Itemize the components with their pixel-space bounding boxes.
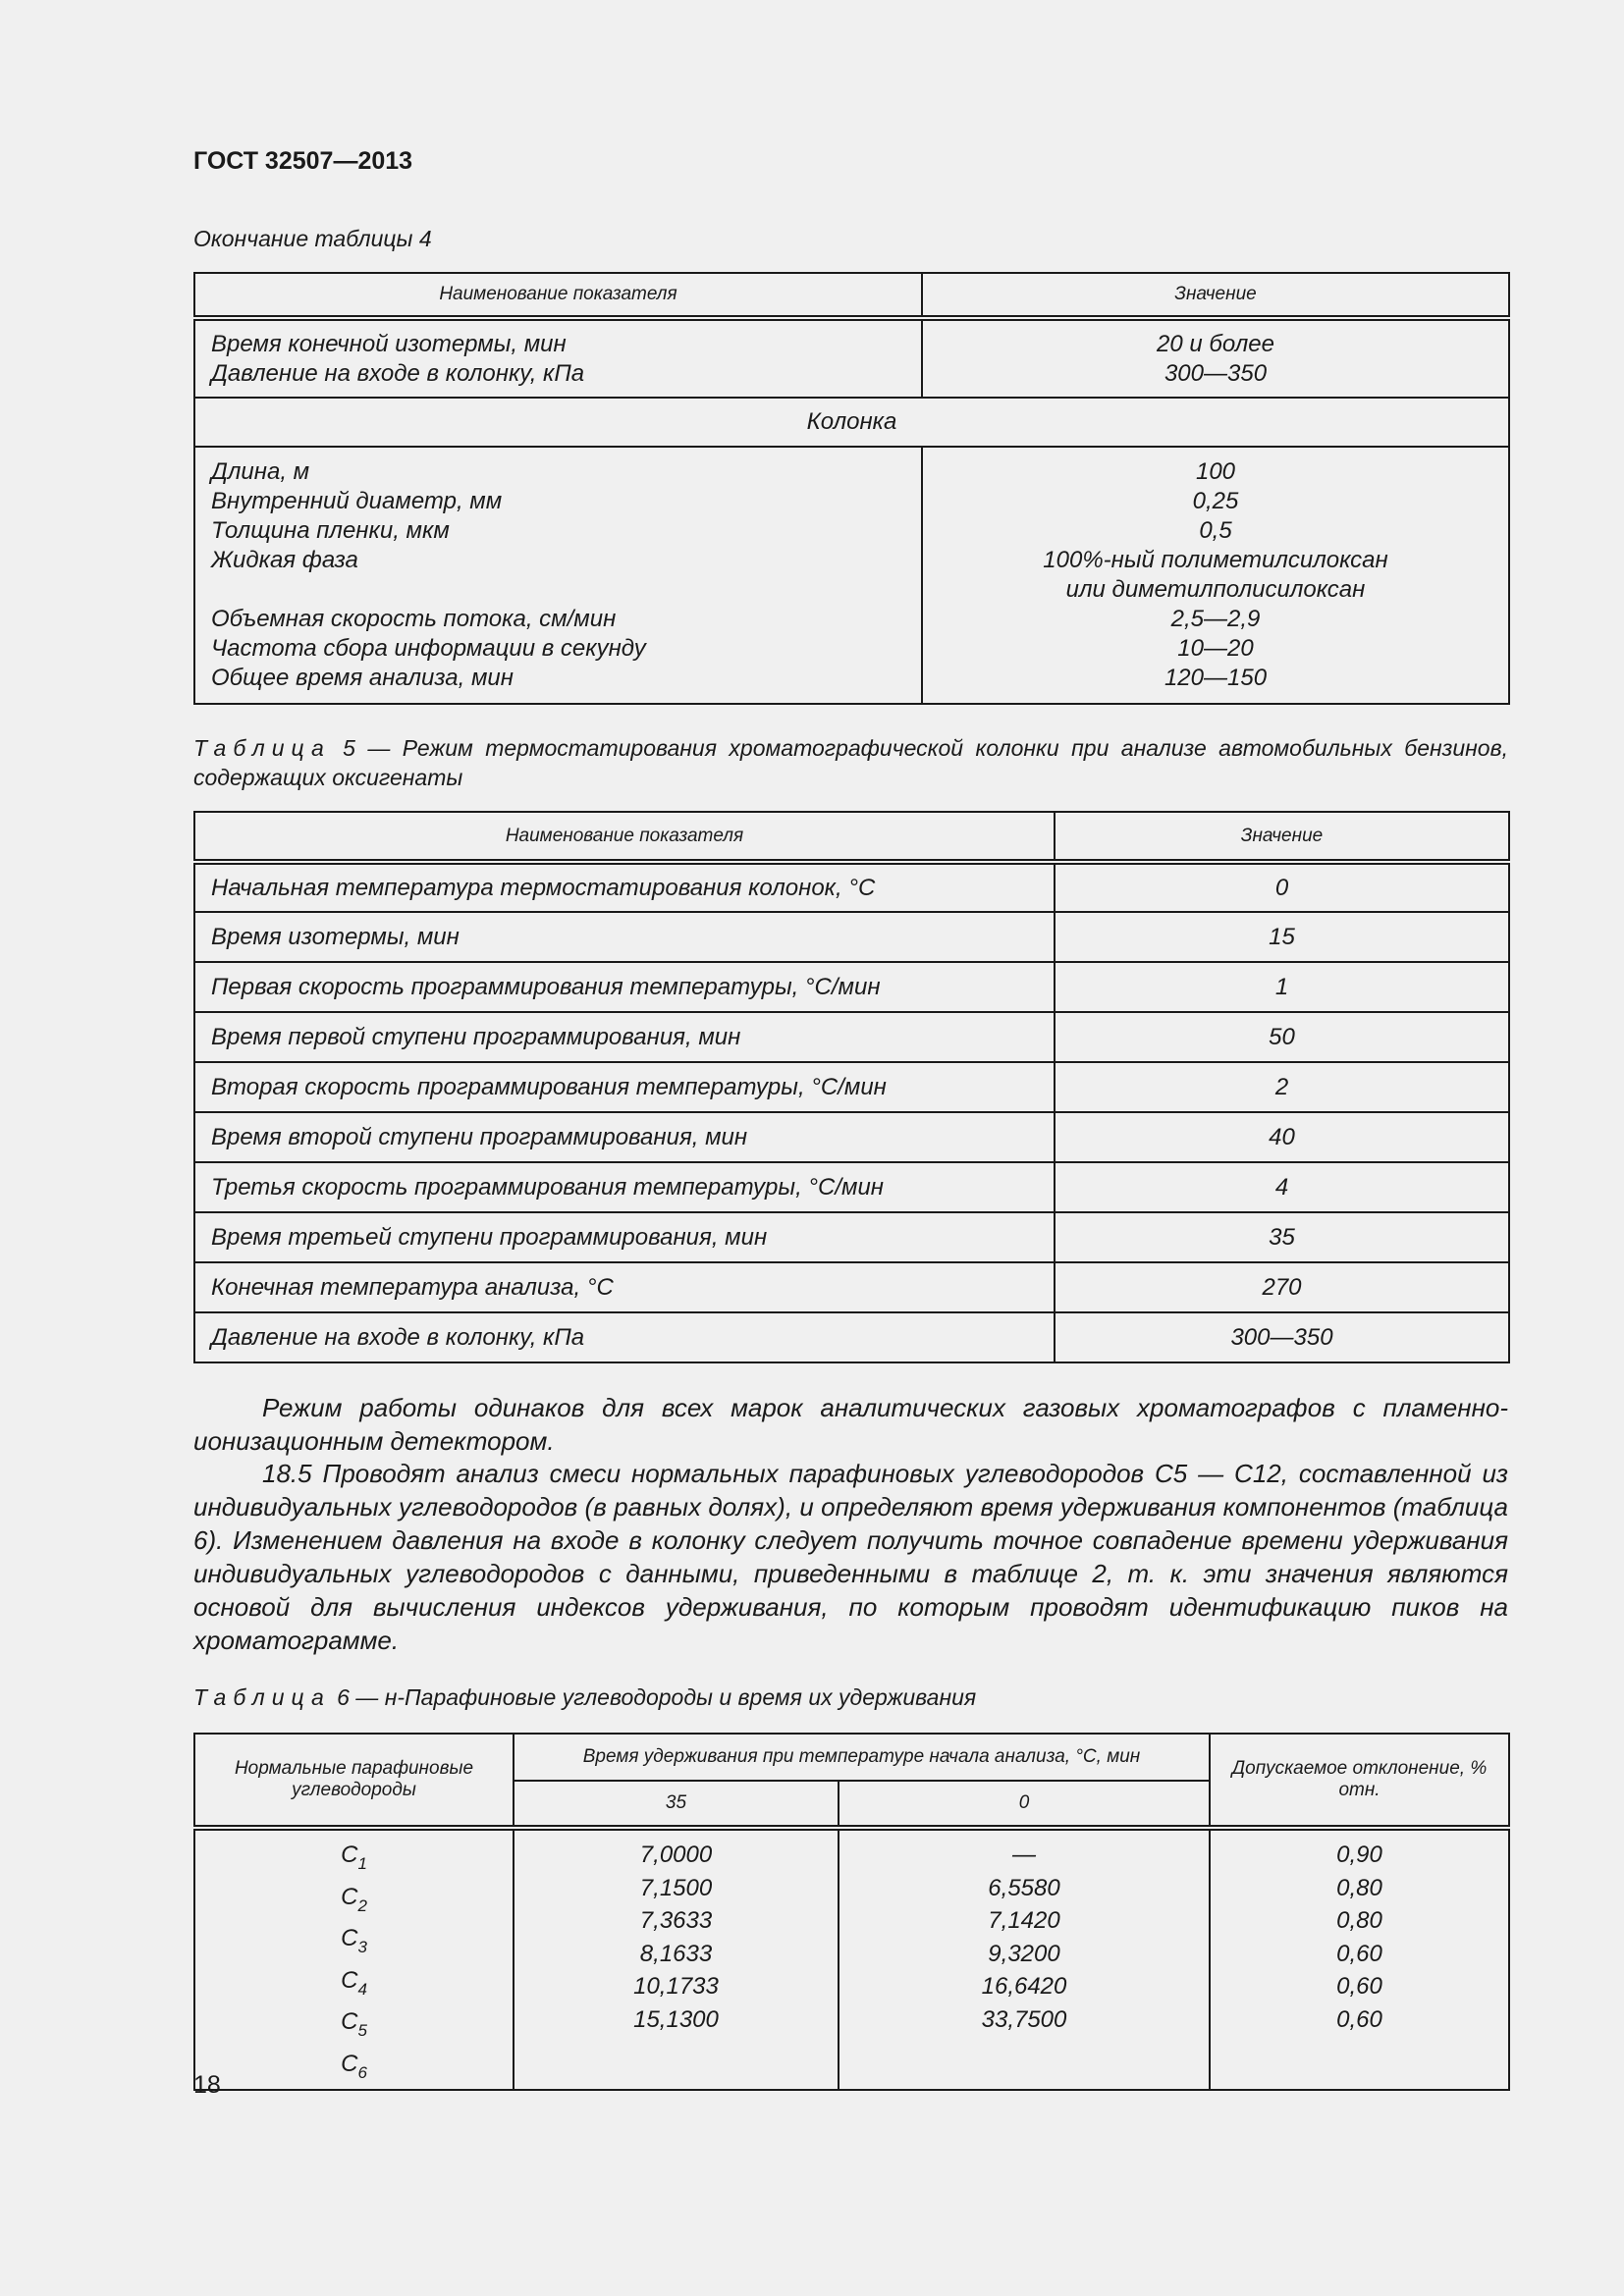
table6-col-deviation: [1210, 1828, 1509, 2090]
table6-deviation: 0,60: [1336, 2005, 1382, 2033]
table6-t35: 7,3633: [639, 1907, 713, 1934]
table5-row-value: 4: [1055, 1162, 1509, 1212]
table6-t0: —: [1012, 1842, 1036, 1868]
table4-group2-values: [922, 447, 1509, 704]
table5-row-name: Время первой ступени программирования, мин: [194, 1012, 1055, 1062]
table6-t0: 16,6420: [981, 1973, 1067, 2000]
table5-row-value: 35: [1055, 1212, 1509, 1262]
table5-row-name: Третья скорость программирования температуры, °С/мин: [194, 1162, 1055, 1212]
page-number: 18: [193, 2071, 221, 2099]
paragraph-operating-mode: Режим работы одинаков для всех марок аналитических газовых хроматографов с пламенно-ионизационным детектором.: [193, 1393, 1508, 1456]
table5-row-value: 0: [1055, 862, 1509, 912]
table6-hydrocarbon: $С_2$: [341, 1883, 367, 1915]
table5-row-value: 300—350: [1055, 1312, 1509, 1362]
table4-group1-names: [194, 318, 922, 398]
table5-row-value: 270: [1055, 1262, 1509, 1312]
table4-row-name: Частота сбора информации в секунду: [211, 635, 646, 662]
table6-t0: 9,3200: [988, 1940, 1060, 1967]
table5-row-value: 40: [1055, 1112, 1509, 1162]
table4-row-value: 10—20: [1177, 635, 1254, 662]
table4-row-name: [211, 575, 921, 605]
table5-row-name: Конечная температура анализа, °С: [194, 1262, 1055, 1312]
table6-hydrocarbon: $С_5$: [341, 2008, 367, 2040]
table4-header-value: Значение: [922, 273, 1509, 318]
table6-caption-label: Таблица: [193, 1684, 331, 1710]
table4-row-value: 120—150: [1164, 665, 1268, 691]
document-code: ГОСТ 32507—2013: [193, 147, 413, 175]
table4-group1-values: [922, 318, 1509, 398]
table6-header-hydrocarbons: Нормальные парафиновые углеводороды: [194, 1734, 514, 1828]
table4-header-name: Наименование показателя: [194, 273, 922, 318]
table6-hydrocarbon: $С_6$: [341, 2050, 367, 2082]
table6-deviation: 0,60: [1336, 1973, 1382, 2000]
table6-header-deviation: Допускаемое отклонение, % отн.: [1210, 1734, 1509, 1828]
table-4: [193, 272, 1510, 705]
table6-t35: 7,1500: [639, 1874, 713, 1901]
table4-row-name: Давление на входе в колонку, кПа: [211, 359, 585, 387]
table6-deviation: 0,60: [1336, 1940, 1382, 1967]
table-5: [193, 811, 1510, 1363]
table6-col-t0: [839, 1828, 1210, 2090]
table6-subheader-0: 0: [839, 1781, 1210, 1828]
table4-row-name: Общее время анализа, мин: [211, 665, 514, 691]
table4-row-name: Время конечной изотермы, мин: [211, 330, 567, 357]
table6-t0: 6,5580: [988, 1874, 1060, 1901]
table6-hydrocarbon: $С_3$: [341, 1925, 367, 1956]
table6-col-hydrocarbons: [194, 1828, 514, 2090]
table5-caption: [193, 733, 1508, 792]
table4-row-value: 100%-ный полиметилсилоксан: [1043, 547, 1388, 573]
table5-row-value: 2: [1055, 1062, 1509, 1112]
table6-t35: 7,0000: [639, 1842, 713, 1868]
table5-row-name: Давление на входе в колонку, кПа: [194, 1312, 1055, 1362]
table5-row-name: Время третьей ступени программирования, мин: [194, 1212, 1055, 1262]
table5-row-value: 15: [1055, 912, 1509, 962]
table5-caption-text: 5 — Режим термостатирования хроматографической колонки при анализе автомобильных бензинов, содержащих оксигенаты: [193, 735, 1508, 790]
table6-caption: [193, 1684, 976, 1711]
table4-row-value: 20 и более: [1157, 330, 1274, 357]
paragraph-18-5: 18.5 Проводят анализ смеси нормальных парафиновых углеводородов С5 — С12, составленной из индивидуальных углеводородов (в равных долях), и определяют время удерживания компонентов (таблица 6). Изменением давления на входе в колонку следует получить точное совпадение времени удерживания индивидуальных углеводородов с данными, приведенными в таблице 2, т. к. эти значения являются основой для вычисления индексов удерживания, по которым проводят идентификацию пиков на хроматограмме.: [193, 1459, 1508, 1655]
table5-caption-label: Таблица: [193, 735, 331, 761]
table4-row-name: Жидкая фаза: [211, 547, 358, 573]
table5-row-value: 50: [1055, 1012, 1509, 1062]
table6-hydrocarbon: $С_4$: [341, 1966, 367, 1999]
table6-hydrocarbon: $С_1$: [341, 1842, 367, 1873]
table5-row-value: 1: [1055, 962, 1509, 1012]
table4-row-name: Толщина пленки, мкм: [211, 517, 450, 544]
table6-t0: 7,1420: [988, 1907, 1060, 1934]
table6-caption-text: 6 — н-Парафиновые углеводороды и время их удерживания: [337, 1684, 977, 1710]
table4-section-label: Колонка: [194, 398, 1509, 447]
table6-t35: 8,1633: [639, 1940, 713, 1967]
table4-row-value: 0,25: [1192, 488, 1239, 514]
table6-deviation: 0,80: [1336, 1907, 1382, 1934]
table4-row-name: Длина, м: [211, 458, 310, 485]
table6-deviation: 0,90: [1336, 1842, 1382, 1868]
table4-group2-names: [194, 447, 922, 704]
table4-row-value: или диметилполисилоксан: [1065, 576, 1366, 603]
table6-t35: 15,1300: [633, 2005, 719, 2033]
table5-row-name: Вторая скорость программирования температуры, °С/мин: [194, 1062, 1055, 1112]
table5-header-name: Наименование показателя: [194, 812, 1055, 862]
table5-row-name: Время изотермы, мин: [194, 912, 1055, 962]
table6-subheader-35: 35: [514, 1781, 839, 1828]
table4-row-value: 2,5—2,9: [1170, 606, 1261, 632]
table4-continuation-caption: Окончание таблицы 4: [193, 226, 432, 251]
table6-col-t35: [514, 1828, 839, 2090]
table5-row-name: Первая скорость программирования температуры, °С/мин: [194, 962, 1055, 1012]
table4-row-name: Объемная скорость потока, см/мин: [211, 606, 617, 632]
table4-row-value: 300—350: [1164, 359, 1268, 387]
table6-header-retention: Время удерживания при температуре начала анализа, °С, мин: [514, 1734, 1210, 1781]
table4-row-name: Внутренний диаметр, мм: [211, 488, 503, 514]
table-6: [193, 1733, 1510, 2091]
table5-row-name: Время второй ступени программирования, мин: [194, 1112, 1055, 1162]
table5-header-value: Значение: [1055, 812, 1509, 862]
table6-t0: 33,7500: [981, 2005, 1067, 2033]
table6-deviation: 0,80: [1336, 1874, 1382, 1901]
table6-t35: 10,1733: [633, 1973, 719, 2000]
table4-row-value: 100: [1195, 458, 1236, 485]
table5-row-name: Начальная температура термостатирования колонок, °С: [194, 862, 1055, 912]
table4-row-value: 0,5: [1199, 517, 1232, 544]
